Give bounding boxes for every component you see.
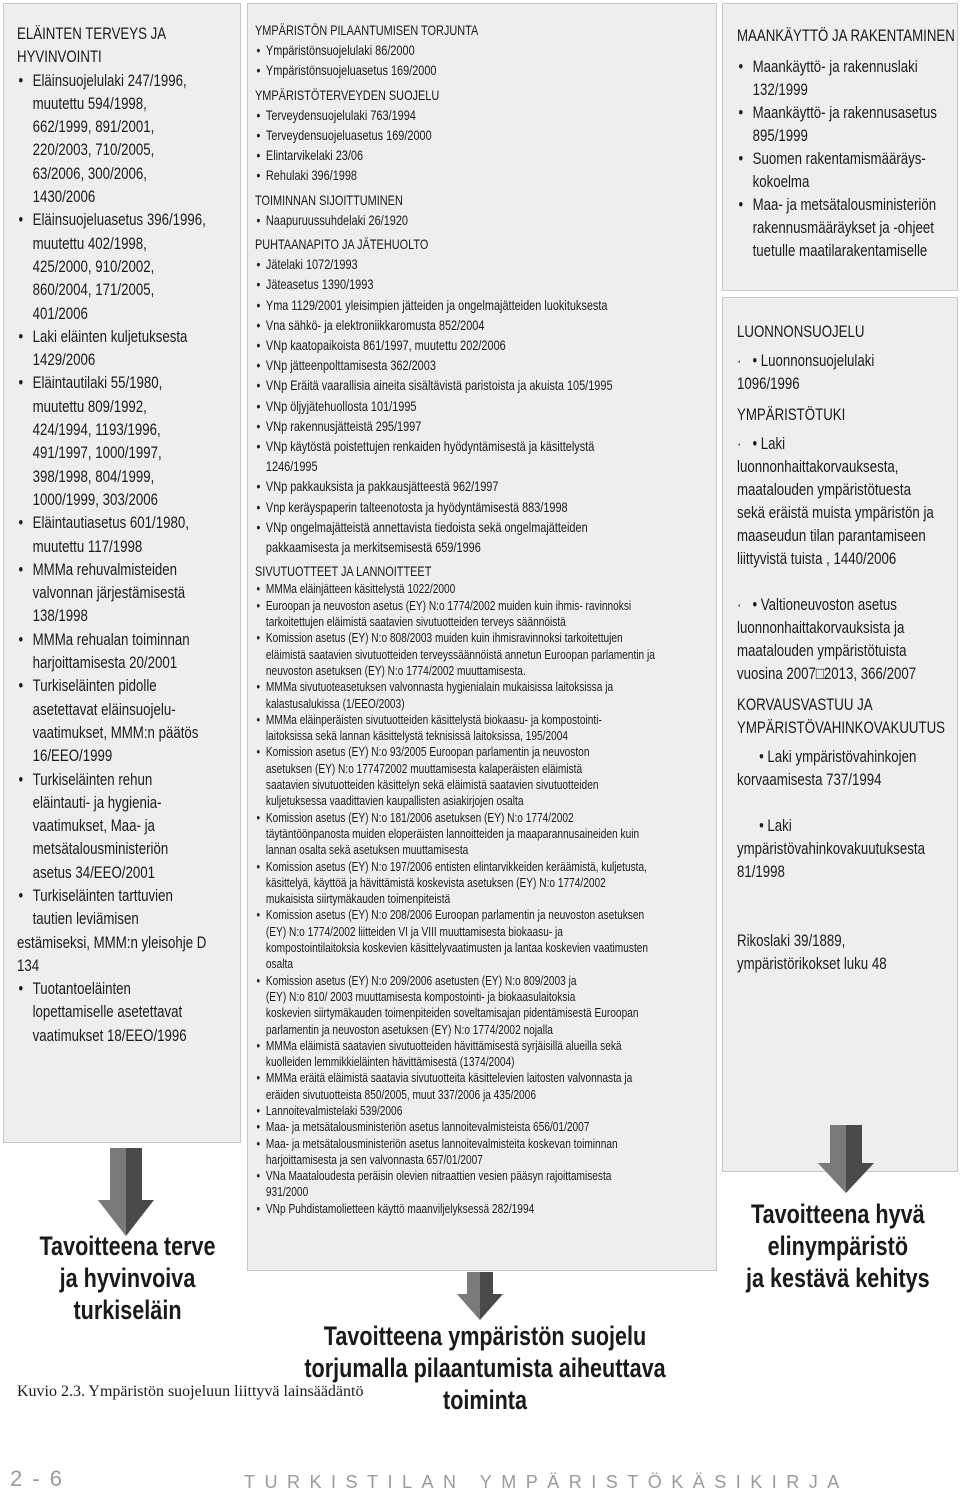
text-line: • Eläinsuojeluasetus 396/1996, (32, 210, 206, 230)
text-line: metsätalousministeriön (32, 839, 169, 859)
section-law-list (255, 40, 692, 80)
text-line: • Yma 1129/2001 yleisimpien jätteiden ja ongelmajätteiden luokituksesta (265, 296, 608, 313)
figure-caption: Kuvio 2.3. Ympäristön suojeluun liittyvä lainsäädäntö (17, 1383, 364, 1400)
text-line: • Komission asetus (EY) N:o 197/2006 entisten elintarvikkeiden keräämistä, kuljetusta, (265, 858, 647, 874)
section-heading: YMPÄRISTÖTERVEYDEN SUOJELU (255, 86, 440, 103)
arrow-center-down (455, 1272, 505, 1322)
law-item (255, 274, 692, 294)
text-line: • Komission asetus (EY) N:o 209/2006 asetusten (EY) N:o 809/2003 ja (265, 972, 577, 988)
law-item (255, 517, 692, 557)
text-line: tautien leviämisen (32, 909, 139, 929)
text-line: • Tuotantoeläinten (32, 979, 131, 999)
text-line: 425/2000, 910/2002, (32, 256, 155, 276)
text-line: • Laki (737, 816, 792, 835)
text-line: luonnonhaittakorvauksista ja (737, 618, 905, 637)
text-line: · • Laki (737, 434, 786, 453)
text-line: • Turkiseläinten rehun (32, 769, 153, 789)
law-item (255, 1201, 692, 1217)
law-item (17, 674, 228, 767)
law-item (255, 145, 692, 165)
text-line: 401/2006 (32, 303, 88, 323)
law-item (255, 254, 692, 274)
text-line: maatalouden ympäristötuesta (737, 480, 911, 499)
land-use-law-list (737, 55, 960, 262)
law-item (255, 712, 692, 745)
goal-left: Tavoitteena terve ja hyvinvoiva turkiseläin (39, 1231, 216, 1325)
text-line: 1430/2006 (32, 187, 96, 207)
law-item (255, 210, 692, 230)
text-line: lopettamiselle asetettavat (32, 1002, 183, 1022)
section-body (737, 745, 960, 975)
text-line: 1000/1999, 303/2006 (32, 489, 158, 509)
law-item (255, 40, 692, 60)
text-line: • Turkiseläinten tarttuvien (32, 885, 173, 905)
text-line: 931/2000 (265, 1184, 309, 1200)
text-line: • Jätelaki 1072/1993 (265, 256, 358, 273)
text-line: kompostointilaitoksia koskevien käsittelyvaatimusten ja lantaa koskevien vaatimusten (265, 940, 649, 956)
text-line: • Elintarvikelaki 23/06 (265, 147, 364, 164)
text-line: muutettu 117/1998 (32, 536, 143, 556)
text-line: tuetulle maatilarakentamiselle (752, 241, 928, 260)
text-line: asetettavat eläinsuojelu- (32, 699, 176, 719)
text-line: saatavien sivutuotteiden käsittelyn sekä eläimistä saatavien sivutuotteiden (265, 777, 599, 793)
section-body (737, 349, 960, 395)
law-item (17, 884, 228, 931)
section-heading: YMPÄRISTÖTUKI (737, 405, 846, 424)
law-item (17, 977, 228, 1047)
law-item (255, 295, 692, 315)
law-item (255, 581, 692, 597)
text-line: • MMMa eläinperäisten sivutuotteiden käsittelystä biokaasu- ja kompostointi- (265, 711, 602, 727)
text-line: • Naapuruussuhdelaki 26/1920 (265, 211, 408, 228)
text-line: koskevien siirtymäkauden toimenpiteiden soveltamisajan pidentämisestä Euroopan (265, 1005, 639, 1021)
section-law-list (255, 254, 692, 557)
text-line: 63/2006, 300/2006, (32, 163, 147, 183)
law-item (255, 1038, 692, 1071)
law-item (255, 1103, 692, 1119)
law-item (737, 193, 960, 262)
animal-health-law-list (17, 69, 228, 1047)
text-line: • VNa Maataloudesta peräisin olevien nitraattien vesien pääsyn rajoittamisesta (265, 1168, 612, 1184)
law-item (255, 630, 692, 679)
text-line: 220/2003, 710/2005, (32, 140, 155, 160)
text-line: 16/EEO/1999 (32, 746, 113, 766)
section-heading: KORVAUSVASTUU JA YMPÄRISTÖVAHINKOVAKUUTUS (737, 695, 946, 737)
law-item (737, 55, 960, 101)
text-line: • VNp kaatopaikoista 861/1997, muutettu 202/2006 (265, 337, 506, 354)
law-item (255, 396, 692, 416)
text-line: eläimistä saatavien sivutuotteiden terveyssäännöistä annetun Euroopan parlamentin ja (265, 646, 655, 662)
land-use-heading: MAANKÄYTTÖ JA RAKENTAMINEN (737, 26, 955, 45)
law-item (17, 69, 228, 209)
text-line: • Jäteasetus 1390/1993 (265, 276, 374, 293)
law-item (255, 598, 692, 631)
law-item (17, 325, 228, 372)
text-line: 1429/2006 (32, 350, 96, 370)
animal-health-column (17, 22, 228, 1047)
law-item (17, 558, 228, 628)
law-item (255, 165, 692, 185)
animal-health-heading: ELÄINTEN TERVEYS JA HYVINVOINTI (17, 24, 167, 67)
text-line: rakennusmääräykset ja -ohjeet (752, 218, 934, 237)
law-item (255, 105, 692, 125)
section-law-list (255, 105, 692, 186)
law-item (255, 375, 692, 395)
law-item (255, 436, 692, 476)
text-line: ympäristörikokset luku 48 (737, 954, 887, 973)
text-line: käsittelyä, käyttöä ja hävittämistä koskevista asetuksen (EY) N:o 1774/2002 (265, 874, 606, 890)
law-item (17, 768, 228, 884)
section-heading: SIVUTUOTTEET JA LANNOITTEET (255, 563, 432, 580)
text-line: 491/1997, 1000/1997, (32, 443, 162, 463)
law-item (255, 1168, 692, 1201)
text-line: liittyvistä tuista , 1440/2006 (737, 549, 897, 568)
law-item (255, 1136, 692, 1169)
text-line: vaatimukset 18/EEO/1996 (32, 1025, 187, 1045)
text-line (737, 906, 960, 929)
text-line: 132/1999 (752, 80, 808, 99)
nature-column (737, 320, 960, 975)
text-line: eräiden sivutuotteista 850/2005, muut 337/2006 ja 435/2006 (265, 1086, 536, 1102)
law-item (17, 511, 228, 558)
section-heading: TOIMINNAN SIJOITTUMINEN (255, 191, 403, 208)
law-item (255, 810, 692, 859)
law-item (255, 315, 692, 335)
text-line: harjoittamisesta ja sen valvonnasta 657/01/2007 (265, 1151, 483, 1167)
text-line: neuvoston asetuksen (EY) N:o 1774/2002 muuttamisesta. (265, 662, 526, 678)
text-line: kuolleiden lemmikkieläinten hävittämisestä (1374/2004) (265, 1054, 515, 1070)
text-line: laitoksissa sekä lannan käsittelystä teknisissä laitoksissa, 195/2004 (265, 728, 569, 744)
text-line: korvaamisesta 737/1994 (737, 770, 882, 789)
text-line (737, 570, 960, 593)
text-line: asetuksen (EY) N:o 177472002 muuttamisesta kalaperäisten eläimistä (265, 760, 583, 776)
text-line: valvonnan järjestämisestä (32, 583, 186, 603)
text-line: ympäristövahinkovakuutuksesta (737, 839, 925, 858)
text-line: • Eläinsuojelulaki 247/1996, (32, 70, 187, 90)
law-item (255, 1070, 692, 1103)
text-line: lannan osalta sekä asetuksen muuttamisesta (265, 842, 469, 858)
text-line: · • Valtioneuvoston asetus (737, 595, 897, 614)
text-line (737, 791, 960, 814)
text-line: sekä eräistä muista ympäristön ja (737, 503, 934, 522)
text-line: • Maa- ja metsätalousministeriön (752, 195, 937, 214)
text-line: • Ympäristönsuojelulaki 86/2000 (265, 42, 415, 59)
text-line: • Terveydensuojeluasetus 169/2000 (265, 127, 432, 144)
text-line: täytäntöönpanosta muiden eloperäisten lannoitteiden ja maaparannusaineiden kuin (265, 825, 640, 841)
text-line: parlamentin ja neuvoston asetuksen (EY) N:o 1774/2002 nojalla (265, 1021, 553, 1037)
text-line: • VNp käytöstä poistettujen renkaiden hyödyntämisestä ja käsittelystä (265, 438, 595, 455)
law-item (255, 60, 692, 80)
text-line: estämiseksi, MMM:n yleisohje D (17, 932, 207, 952)
text-line: 662/1999, 891/2001, (32, 117, 155, 137)
text-line: · • Luonnonsuojelulaki (737, 351, 875, 370)
text-line: 1096/1996 (737, 374, 800, 393)
text-line: • MMMa rehuvalmisteiden (32, 559, 178, 579)
text-line: • Maa- ja metsätalousministeriön asetus lannoitevalmisteista 656/01/2007 (265, 1119, 590, 1135)
text-line: • Maankäyttö- ja rakennuslaki (752, 57, 918, 76)
text-line: maaseudun tilan parantamiseen (737, 526, 926, 545)
text-line: Rikoslaki 39/1889, (737, 931, 846, 950)
section-law-list (255, 210, 692, 230)
text-line: (EY) N:o 810/ 2003 muuttamisesta kompostointi- ja biokaasulaitoksia (265, 988, 576, 1004)
law-item (17, 371, 228, 511)
text-line: kuljetuksessa vaadittavien kaupallisten asiakirjojen osalta (265, 793, 524, 809)
text-line: 1246/1995 (265, 458, 318, 475)
law-item-continuation (17, 931, 228, 978)
text-line: • Maa- ja metsätalousministeriön asetus lannoitevalmisteita koskevan toiminnan (265, 1135, 618, 1151)
text-line: • VNp Eräitä vaarallisia aineita sisältävistä paristoista ja akuista 105/1995 (265, 377, 613, 394)
text-line: • Komission asetus (EY) N:o 93/2005 Euroopan parlamentin ja neuvoston (265, 744, 590, 760)
text-line: asetus 34/EEO/2001 (32, 862, 155, 882)
text-line: 424/1994, 1193/1996, (32, 420, 161, 440)
law-item (255, 335, 692, 355)
text-line: 860/2004, 171/2005, (32, 280, 155, 300)
section-body (737, 432, 960, 685)
text-line: eläintauti- ja hygienia- (32, 792, 162, 812)
text-line: • VNp ongelmajätteistä annettavista tiedoista sekä ongelmajätteiden (265, 518, 588, 535)
text-line: • Eläintautilaki 55/1980, (32, 373, 163, 393)
text-line: • Komission asetus (EY) N:o 208/2006 Euroopan parlamentin ja neuvoston asetuksen (265, 907, 645, 923)
text-line: • Turkiseläinten pidolle (32, 676, 157, 696)
text-line: • Vnp keräyspaperin talteenotosta ja hyödyntämisestä 883/1998 (265, 498, 568, 515)
text-line: vaatimukset, Maa- ja (32, 816, 155, 836)
law-item (255, 497, 692, 517)
text-line: luonnonhaittakorvauksesta, (737, 457, 899, 476)
text-line: • Lannoitevalmistelaki 539/2006 (265, 1102, 403, 1118)
text-line: • VNp rakennusjätteistä 295/1997 (265, 417, 422, 434)
text-line: • MMMa eläimistä saatavien sivutuotteiden hävittämisestä syrjäisillä alueilla sekä (265, 1037, 622, 1053)
text-line: 398/1998, 804/1999, (32, 466, 155, 486)
text-line: • VNp Puhdistamolietteen käyttö maanviljelyksessä 282/1994 (265, 1200, 535, 1216)
running-head: TURKISTILAN YMPÄRISTÖKÄSIKIRJA (244, 1472, 849, 1492)
text-line: • Laki ympäristövahinkojen (737, 747, 917, 766)
land-use-column (737, 24, 960, 262)
text-line: maatalouden ympäristötuista (737, 641, 907, 660)
law-item (255, 125, 692, 145)
text-line: pakkaamisesta ja merkitsemisestä 659/1996 (265, 539, 481, 556)
text-line: muutettu 594/1998, (32, 93, 147, 113)
text-line: 895/1999 (752, 126, 808, 145)
text-line: 138/1998 (32, 606, 88, 626)
text-line: • Terveydensuojelulaki 763/1994 (265, 106, 416, 123)
law-item (255, 744, 692, 809)
goal-center: Tavoitteena ympäristön suojelu torjumalla pilaantumista aiheuttava toiminta (304, 1321, 666, 1415)
law-item (17, 208, 228, 324)
law-item (255, 679, 692, 712)
text-line: • Maankäyttö- ja rakennusasetus (752, 103, 937, 122)
text-line: mukaisista siirtymäkauden toimenpiteistä (265, 891, 451, 907)
law-item (255, 859, 692, 908)
text-line: • Vna sähkö- ja elektroniikkaromusta 852/2004 (265, 316, 485, 333)
text-line: harjoittamisesta 20/2001 (32, 653, 178, 673)
pollution-column (255, 20, 692, 1217)
text-line: • VNp jätteenpolttamisesta 362/2003 (265, 357, 436, 374)
section-law-list (255, 581, 692, 1217)
section-heading: LUONNONSUOJELU (737, 322, 865, 341)
text-line: • Suomen rakentamismääräys- (752, 149, 926, 168)
law-item (255, 973, 692, 1038)
arrow-right-down (816, 1125, 876, 1195)
text-line: tarkoitettujen eläimistä saatavien sivutuotteiden terveys säännöistä (265, 614, 566, 630)
law-item (255, 907, 692, 972)
text-line: vaatimukset, MMM:n päätös (32, 722, 199, 742)
law-item (17, 628, 228, 675)
text-line: • MMMa eräitä eläimistä saatavia sivutuotteita käsittelevien laitosten valvonnasta ja (265, 1070, 633, 1086)
text-line: (EY) N:o 1774/2002 liitteiden VI ja VIII muuttamisesta biokaasu- ja (265, 923, 563, 939)
law-item (255, 1119, 692, 1135)
text-line: • Rehulaki 396/1998 (265, 167, 357, 184)
arrow-left-down (96, 1148, 156, 1238)
text-line: • MMMa eläinjätteen käsittelystä 1022/2000 (265, 581, 456, 597)
page-number: 2 - 6 (10, 1466, 65, 1491)
law-item (737, 147, 960, 193)
section-heading: PUHTAANAPITO JA JÄTEHUOLTO (255, 236, 429, 253)
text-line: vuosina 2007□2013, 366/2007 (737, 664, 917, 683)
law-item (737, 101, 960, 147)
text-line: muutettu 809/1992, (32, 396, 147, 416)
text-line: • Euroopan ja neuvoston asetus (EY) N:o 1774/2002 muiden kuin ihmis- ravinnoksi (265, 597, 632, 613)
text-line: kalastusalukissa (1/EEO/2003) (265, 695, 405, 711)
text-line: • VNp pakkauksista ja pakkausjätteestä 962/1997 (265, 478, 499, 495)
law-item (255, 476, 692, 496)
goal-right: Tavoitteena hyvä elinympäristö ja kestävä kehitys (746, 1199, 930, 1293)
text-line: 134 (17, 955, 40, 975)
text-line (737, 883, 960, 906)
text-line: • MMMa sivutuoteasetuksen valvonnasta hygienialain mukaisissa laitoksissa ja (265, 679, 614, 695)
text-line: • VNp öljyjätehuollosta 101/1995 (265, 397, 417, 414)
text-line: 81/1998 (737, 862, 785, 881)
text-line: • Laki eläinten kuljetuksesta (32, 326, 188, 346)
text-line: • Eläintautiasetus 601/1980, (32, 513, 189, 533)
text-line: • Komission asetus (EY) N:o 181/2006 asetuksen (EY) N:o 1774/2002 (265, 809, 574, 825)
text-line: • MMMa rehualan toiminnan (32, 629, 190, 649)
law-item (255, 355, 692, 375)
text-line: • Komission asetus (EY) N:o 808/2003 muiden kuin ihmisravinnoksi tarkoitettujen (265, 630, 623, 646)
law-item (255, 416, 692, 436)
text-line: muutettu 402/1998, (32, 233, 147, 253)
text-line: osalta (265, 956, 293, 972)
text-line: • Ympäristönsuojeluasetus 169/2000 (265, 62, 437, 79)
text-line: kokoelma (752, 172, 810, 191)
section-heading: YMPÄRISTÖN PILAANTUMISEN TORJUNTA (255, 22, 479, 38)
